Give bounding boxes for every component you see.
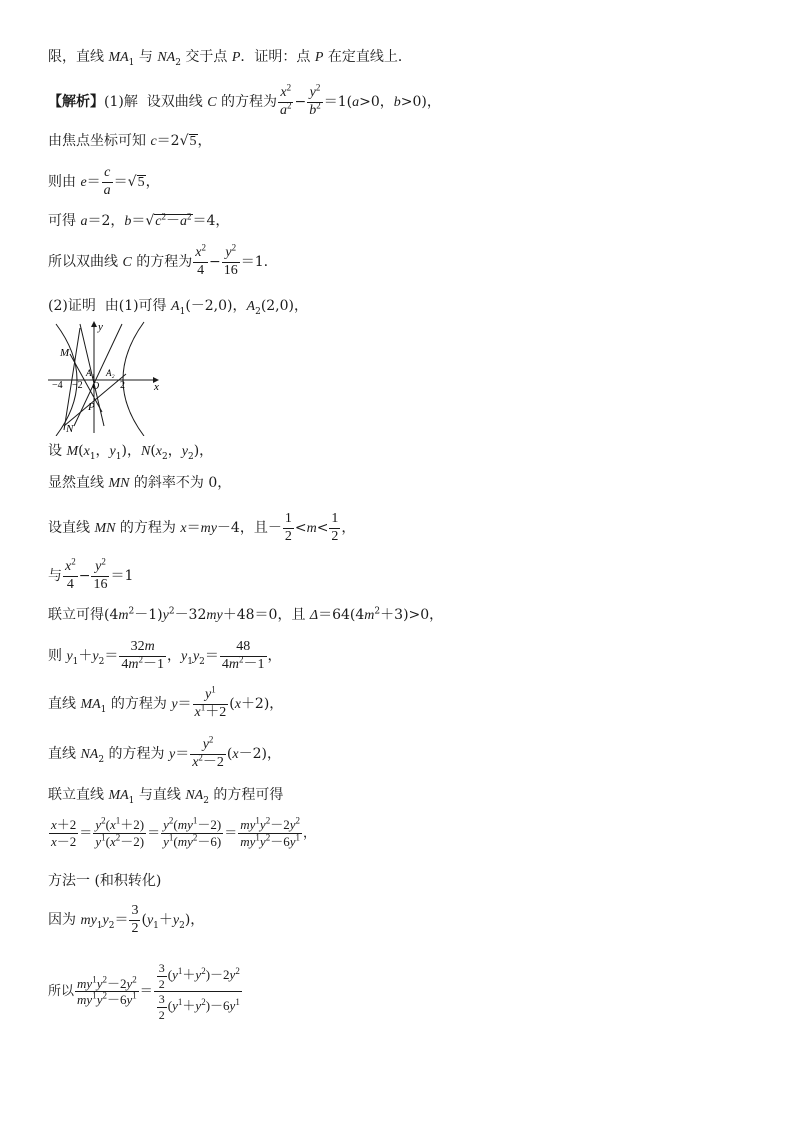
text-line-16: 联立直线 $MA_1$ 与直线 $NA_2$ 的方程可得 [48, 787, 284, 806]
label-x: x [154, 381, 159, 393]
tick-neg4: −4 [52, 380, 63, 391]
method-one-heading: 方法一 (和积转化) [48, 873, 162, 889]
label-m: M [60, 347, 70, 359]
text-line-12: 联立可得$(4m^2-1)y^2-32my+48=0$，且 $\Delta=64(4m^2+3)>0$， [48, 606, 444, 623]
label-n: N [66, 423, 74, 435]
text-line-17: $\frac{x+2}{x-2}$ ＝ $\frac{y^2(x^1+2)}{y^1(x^2-2)}$ ＝ $\frac{y^2(my^1-2)}{y^1(my^2-6)}$ ＝ $\frac{my^1y^2-2y^2}{my^1y^2-6y^1}$ ， [51, 815, 316, 849]
label-p: P [88, 401, 95, 413]
label-origin: O [92, 381, 100, 392]
text-line-19: 因为 $my_1y_2=$ $\frac{3}{2}$ $(y_1+y_2)$， [48, 903, 205, 936]
text-line-3: 由焦点坐标可知 c＝2√5， [48, 133, 212, 149]
text-line-5: 可得 a＝2，$b=√c^2-a^2=4$， [48, 211, 230, 229]
text-line-6: 所以双曲线 C 的方程为 $\frac{x^2}{4}$ − $\frac{y^2}{16}$ ＝1. [48, 242, 269, 278]
text-line-1: 限，直线 $MA_1$ 与 $NA_2$ 交于点 P．证明：点 P 在定直线上． [48, 49, 412, 68]
tick-neg2: −2 [72, 380, 83, 391]
text-line-2: 【解析】(1)解 设双曲线 C 的方程为 $\frac{x^2}{a^2}$ − $\frac{y^2}{b^2}$ ＝1(a>0，b>0)， [48, 82, 441, 118]
text-line-11: 与 $\frac{x^2}{4}$ − $\frac{y^2}{16}$ ＝1 [48, 556, 134, 592]
label-a2: A₂ [106, 368, 115, 378]
text-line-7: (2)证明 由(1)可得 $A_1(-2,0)$，$A_2(2,0)$， [48, 298, 309, 317]
text-line-18 [48, 874, 161, 888]
text-line-4: 则由 e＝ $\frac{c}{a}$ ＝√5， [48, 165, 160, 198]
text-line-8: 设 $M(x_1$，$y_1$)，$N(x_2$，$y_2$)， [48, 443, 214, 462]
text-line-20: 所以 $\frac{my^1y^2-2y^2}{my^1y^2-6y^1}$ ＝ $\frac{3}{2}$ $(y^1+y^2)-2y^2$ $\frac{3}{2}$ $(y^1+y^2)-6y^1$ [48, 961, 240, 1022]
label-a1: A₁ [86, 368, 95, 378]
text-line-9: 显然直线 MN 的斜率不为 0， [48, 475, 232, 491]
label-y: y [98, 321, 103, 333]
tick-2: 2 [120, 380, 125, 391]
hyperbola-figure [46, 318, 176, 436]
analysis-tag: 【解析】 [48, 94, 104, 111]
hyperbola-right-branch [123, 322, 144, 436]
text-line-13: 则 $y_1+y_2=$ $\frac{32m}{4m^2-1}$ ，$y_1y_2=$ $\frac{48}{4m^2-1}$ ， [48, 639, 282, 672]
text-line-15: 直线 $NA_2$ 的方程为 y＝ $\frac{y^2}{x^2-2}$ (x－2)， [48, 734, 281, 770]
text-line-10: 设直线 MN 的方程为 x＝my－4，且－ $\frac{1}{2}$ <m< $\frac{1}{2}$ ， [48, 511, 356, 544]
text-line-14: 直线 $MA_1$ 的方程为 y＝ $\frac{y^1}{x^1+2}$ (x＋2)， [48, 684, 284, 720]
